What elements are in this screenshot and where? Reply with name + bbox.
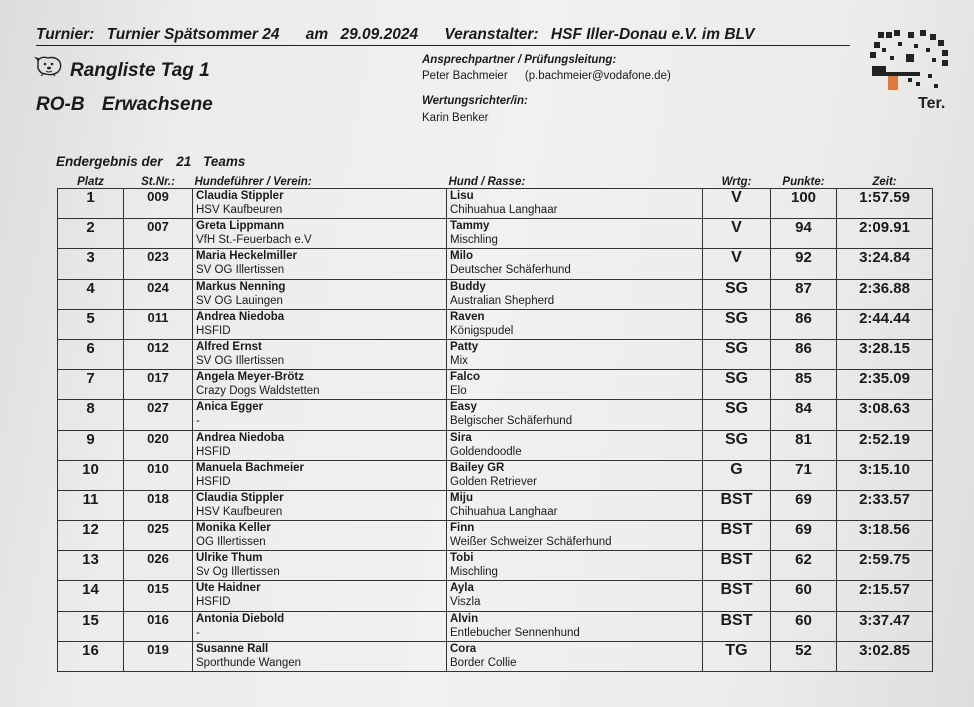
col-wrtg: Wrtg: — [721, 176, 752, 188]
handler-club: HSFID — [196, 596, 231, 609]
cell-platz: 5 — [58, 309, 124, 339]
handler-name: Maria Heckelmiller — [196, 250, 298, 263]
handler-club: HSV Kaufbeuren — [196, 204, 283, 216]
cell-platz: 4 — [58, 279, 124, 309]
judge-name: Karin Benker — [422, 112, 489, 124]
dog-breed: Viszla — [450, 596, 481, 609]
cell-platz: 2 — [58, 219, 124, 249]
cell-wrtg: BST — [703, 611, 771, 641]
handler-name: Anica Egger — [196, 401, 264, 414]
cell-stnr: 015 — [124, 581, 193, 611]
cell-wrtg: V — [703, 249, 771, 279]
cell-wrtg: V — [703, 219, 771, 249]
cell-stnr: 018 — [124, 490, 193, 520]
cell-stnr: 024 — [124, 279, 193, 309]
cell-zeit: 2:15.57 — [837, 581, 933, 611]
dog-breed: Mix — [450, 354, 468, 367]
contact-email: (p.bachmeier@vodafone.de) — [524, 70, 671, 82]
cell-punkte: 87 — [771, 279, 837, 309]
dog-name: Finn — [450, 522, 475, 535]
cell-platz: 16 — [58, 641, 124, 671]
cell-wrtg: SG — [703, 309, 771, 339]
col-stnr: St.Nr.: — [141, 176, 175, 188]
dog-breed: Elo — [450, 385, 467, 398]
dog-breed: Mischling — [450, 234, 498, 247]
cell-platz: 6 — [58, 339, 124, 369]
cell-dog — [447, 249, 703, 279]
handler-name: Markus Nenning — [196, 280, 286, 293]
handler-name: Ute Haidner — [196, 582, 261, 595]
col-platz: Platz — [77, 176, 104, 188]
cell-dog — [447, 189, 703, 219]
handler-club: HSV Kaufbeuren — [196, 505, 283, 518]
cell-punkte: 60 — [771, 581, 837, 611]
dog-name: Lisu — [450, 190, 474, 202]
cell-dog — [447, 400, 703, 430]
cell-punkte: 52 — [771, 641, 837, 671]
handler-club: Sv Og Illertissen — [196, 566, 280, 579]
cell-punkte: 71 — [771, 460, 837, 490]
cell-punkte: 69 — [771, 521, 837, 551]
handler-name: Andrea Niedoba — [196, 431, 285, 444]
cell-handler — [193, 460, 447, 490]
cell-stnr: 026 — [124, 551, 193, 581]
cell-zeit: 3:08.63 — [837, 400, 933, 430]
dog-name: Tammy — [450, 220, 490, 233]
results-table — [57, 174, 933, 672]
cell-dog — [447, 551, 703, 581]
cell-platz: 13 — [58, 551, 124, 581]
table-row — [58, 581, 933, 611]
cell-handler — [193, 249, 447, 279]
dog-breed: Chihuahua Langhaar — [450, 204, 558, 216]
cell-handler — [193, 370, 447, 400]
cell-punkte: 81 — [771, 430, 837, 460]
cell-stnr: 010 — [124, 460, 193, 490]
contact-label: Ansprechpartner / Prüfungsleitung: — [422, 54, 617, 66]
handler-club: VfH St.-Feuerbach e.V — [196, 234, 312, 247]
handler-club: HSFID — [196, 445, 231, 458]
cell-wrtg: BST — [703, 581, 771, 611]
cell-punkte: 84 — [771, 400, 837, 430]
table-row — [58, 249, 933, 279]
dog-breed: Golden Retriever — [450, 475, 537, 488]
cell-punkte: 86 — [771, 309, 837, 339]
cell-stnr: 012 — [124, 339, 193, 369]
cell-zeit: 2:44.44 — [837, 309, 933, 339]
handler-name: Greta Lippmann — [196, 220, 285, 233]
table-header-row — [58, 174, 933, 189]
cell-handler — [193, 309, 447, 339]
handler-name: Ulrike Thum — [196, 552, 263, 565]
handler-club: SV OG Illertissen — [196, 354, 285, 367]
table-row — [58, 460, 933, 490]
table-row — [58, 641, 933, 671]
cell-platz: 11 — [58, 490, 124, 520]
dog-name: Tobi — [450, 552, 474, 565]
cell-zeit: 2:59.75 — [837, 551, 933, 581]
cell-zeit: 3:02.85 — [837, 641, 933, 671]
cell-handler — [193, 189, 447, 219]
dog-breed: Chihuahua Langhaar — [450, 505, 558, 518]
dog-breed: Belgischer Schäferhund — [450, 415, 573, 428]
turnier-name: Turnier Spätsommer 24 — [106, 26, 280, 43]
cell-dog — [447, 430, 703, 460]
cell-dog — [447, 370, 703, 400]
cell-wrtg: SG — [703, 339, 771, 369]
dog-name: Bailey GR — [450, 461, 505, 474]
tournament-header-line — [36, 26, 850, 46]
table-row — [58, 400, 933, 430]
cell-platz: 3 — [58, 249, 124, 279]
cell-handler — [193, 430, 447, 460]
contact-info — [422, 70, 671, 82]
col-punkte: Punkte: — [782, 176, 825, 188]
cell-zeit: 3:37.47 — [837, 611, 933, 641]
cell-punkte: 85 — [771, 370, 837, 400]
cell-punkte: 62 — [771, 551, 837, 581]
dog-breed: Deutscher Schäferhund — [450, 264, 571, 277]
cell-wrtg: SG — [703, 430, 771, 460]
cell-punkte: 69 — [771, 490, 837, 520]
cell-dog — [447, 339, 703, 369]
cell-platz: 15 — [58, 611, 124, 641]
team-count: 21 — [176, 154, 192, 169]
handler-name: Monika Keller — [196, 522, 271, 535]
dog-name: Easy — [450, 401, 477, 414]
cell-wrtg: TG — [703, 641, 771, 671]
cell-wrtg: SG — [703, 400, 771, 430]
table-row — [58, 219, 933, 249]
handler-club: - — [196, 626, 200, 639]
cell-zeit: 3:18.56 — [837, 521, 933, 551]
cell-dog — [447, 490, 703, 520]
table-row — [58, 189, 933, 219]
cell-dog — [447, 641, 703, 671]
cell-punkte: 92 — [771, 249, 837, 279]
cell-stnr: 027 — [124, 400, 193, 430]
handler-club: HSFID — [196, 475, 231, 488]
category-label: Erwachsene — [101, 94, 213, 115]
cell-platz: 7 — [58, 370, 124, 400]
cell-zeit: 3:15.10 — [837, 460, 933, 490]
cell-punkte: 86 — [771, 339, 837, 369]
dog-name: Raven — [450, 310, 485, 323]
table-row — [58, 370, 933, 400]
cell-stnr: 011 — [124, 309, 193, 339]
dog-breed: Goldendoodle — [450, 445, 522, 458]
table-row — [58, 279, 933, 309]
cell-punkte: 94 — [771, 219, 837, 249]
cell-zeit: 2:35.09 — [837, 370, 933, 400]
cell-wrtg: BST — [703, 551, 771, 581]
veranstalter-name: HSF Iller-Donau e.V. im BLV — [550, 26, 755, 43]
cell-handler — [193, 581, 447, 611]
cell-platz: 8 — [58, 400, 124, 430]
dog-breed: Königspudel — [450, 324, 514, 337]
handler-club: SV OG Illertissen — [196, 264, 285, 277]
cell-stnr: 019 — [124, 641, 193, 671]
handler-club: HSFID — [196, 324, 231, 337]
handler-club: OG Illertissen — [196, 536, 266, 549]
cell-dog — [447, 581, 703, 611]
turnier-label: Turnier: — [36, 26, 95, 43]
table-row — [58, 521, 933, 551]
table-row — [58, 309, 933, 339]
cell-stnr: 020 — [124, 430, 193, 460]
dog-breed: Entlebucher Sennenhund — [450, 626, 580, 639]
cell-stnr: 007 — [124, 219, 193, 249]
dog-name: Sira — [450, 431, 472, 444]
dog-name: Falco — [450, 371, 481, 384]
dog-breed: Mischling — [450, 566, 498, 579]
cell-handler — [193, 551, 447, 581]
veranstalter-label: Veranstalter: — [444, 26, 539, 43]
cell-stnr: 025 — [124, 521, 193, 551]
cell-zeit: 2:09.91 — [837, 219, 933, 249]
cell-platz: 14 — [58, 581, 124, 611]
handler-club: Crazy Dogs Waldstetten — [196, 385, 320, 398]
cell-handler — [193, 521, 447, 551]
cell-dog — [447, 521, 703, 551]
cell-zeit: 1:57.59 — [837, 189, 933, 219]
handler-club: - — [196, 415, 200, 428]
handler-name: Susanne Rall — [196, 642, 269, 655]
cell-punkte: 60 — [771, 611, 837, 641]
cell-handler — [193, 279, 447, 309]
cell-zeit: 3:24.84 — [837, 249, 933, 279]
table-row — [58, 339, 933, 369]
judge-label: Wertungsrichter/in: — [422, 95, 528, 107]
dog-name: Ayla — [450, 582, 474, 595]
dog-name: Milo — [450, 250, 473, 263]
summary-suffix: Teams — [203, 154, 246, 169]
dog-name: Miju — [450, 491, 473, 504]
dog-name: Alvin — [450, 612, 479, 625]
cell-wrtg: V — [703, 189, 771, 219]
dog-name: Buddy — [450, 280, 486, 293]
cell-wrtg: G — [703, 460, 771, 490]
table-row — [58, 430, 933, 460]
class-label: RO-B — [36, 94, 85, 115]
page-title: Rangliste Tag 1 — [70, 60, 210, 81]
tournament-date: 29.09.2024 — [340, 26, 419, 43]
summary-prefix: Endergebnis der — [56, 154, 163, 169]
cell-zeit: 2:36.88 — [837, 279, 933, 309]
results-summary — [56, 154, 251, 169]
dog-head-icon — [34, 54, 64, 80]
cell-wrtg: SG — [703, 279, 771, 309]
cell-handler — [193, 400, 447, 430]
cell-handler — [193, 339, 447, 369]
cell-dog — [447, 219, 703, 249]
cell-handler — [193, 611, 447, 641]
handler-name: Antonia Diebold — [196, 612, 285, 625]
cell-punkte: 100 — [771, 189, 837, 219]
dog-name: Patty — [450, 340, 479, 353]
handler-name: Claudia Stippler — [196, 491, 284, 504]
handler-name: Manuela Bachmeier — [196, 461, 305, 474]
cell-wrtg: BST — [703, 521, 771, 551]
cell-stnr: 016 — [124, 611, 193, 641]
pixel-dog-logo-icon — [868, 28, 954, 118]
dog-breed: Australian Shepherd — [450, 294, 555, 307]
table-row — [58, 611, 933, 641]
logo-text: Ter. — [918, 95, 946, 112]
cell-dog — [447, 309, 703, 339]
cell-handler — [193, 641, 447, 671]
col-handler: Hundeführer / Verein: — [194, 176, 312, 188]
dog-breed: Weißer Schweizer Schäferhund — [450, 536, 612, 549]
dog-breed: Border Collie — [450, 656, 517, 669]
table-row — [58, 490, 933, 520]
cell-dog — [447, 279, 703, 309]
dog-name: Cora — [450, 642, 477, 655]
cell-platz: 9 — [58, 430, 124, 460]
cell-dog — [447, 611, 703, 641]
col-zeit: Zeit: — [872, 176, 897, 188]
cell-platz: 1 — [58, 189, 124, 219]
handler-club: SV OG Lauingen — [196, 294, 283, 307]
am-label: am — [305, 26, 329, 43]
contact-name: Peter Bachmeier — [422, 70, 508, 82]
handler-name: Alfred Ernst — [196, 340, 262, 353]
cell-zeit: 2:33.57 — [837, 490, 933, 520]
cell-wrtg: BST — [703, 490, 771, 520]
handler-club: Sporthunde Wangen — [196, 656, 302, 669]
col-dog: Hund / Rasse: — [448, 176, 526, 188]
cell-wrtg: SG — [703, 370, 771, 400]
cell-handler — [193, 490, 447, 520]
cell-stnr: 023 — [124, 249, 193, 279]
cell-handler — [193, 219, 447, 249]
cell-stnr: 017 — [124, 370, 193, 400]
handler-name: Angela Meyer-Brötz — [196, 371, 304, 384]
handler-name: Claudia Stippler — [196, 190, 284, 202]
handler-name: Andrea Niedoba — [196, 310, 285, 323]
cell-zeit: 3:28.15 — [837, 339, 933, 369]
cell-zeit: 2:52.19 — [837, 430, 933, 460]
cell-platz: 12 — [58, 521, 124, 551]
cell-stnr: 009 — [124, 189, 193, 219]
table-row — [58, 551, 933, 581]
cell-platz: 10 — [58, 460, 124, 490]
cell-dog — [447, 460, 703, 490]
results-body — [58, 189, 933, 672]
class-category — [36, 94, 225, 116]
